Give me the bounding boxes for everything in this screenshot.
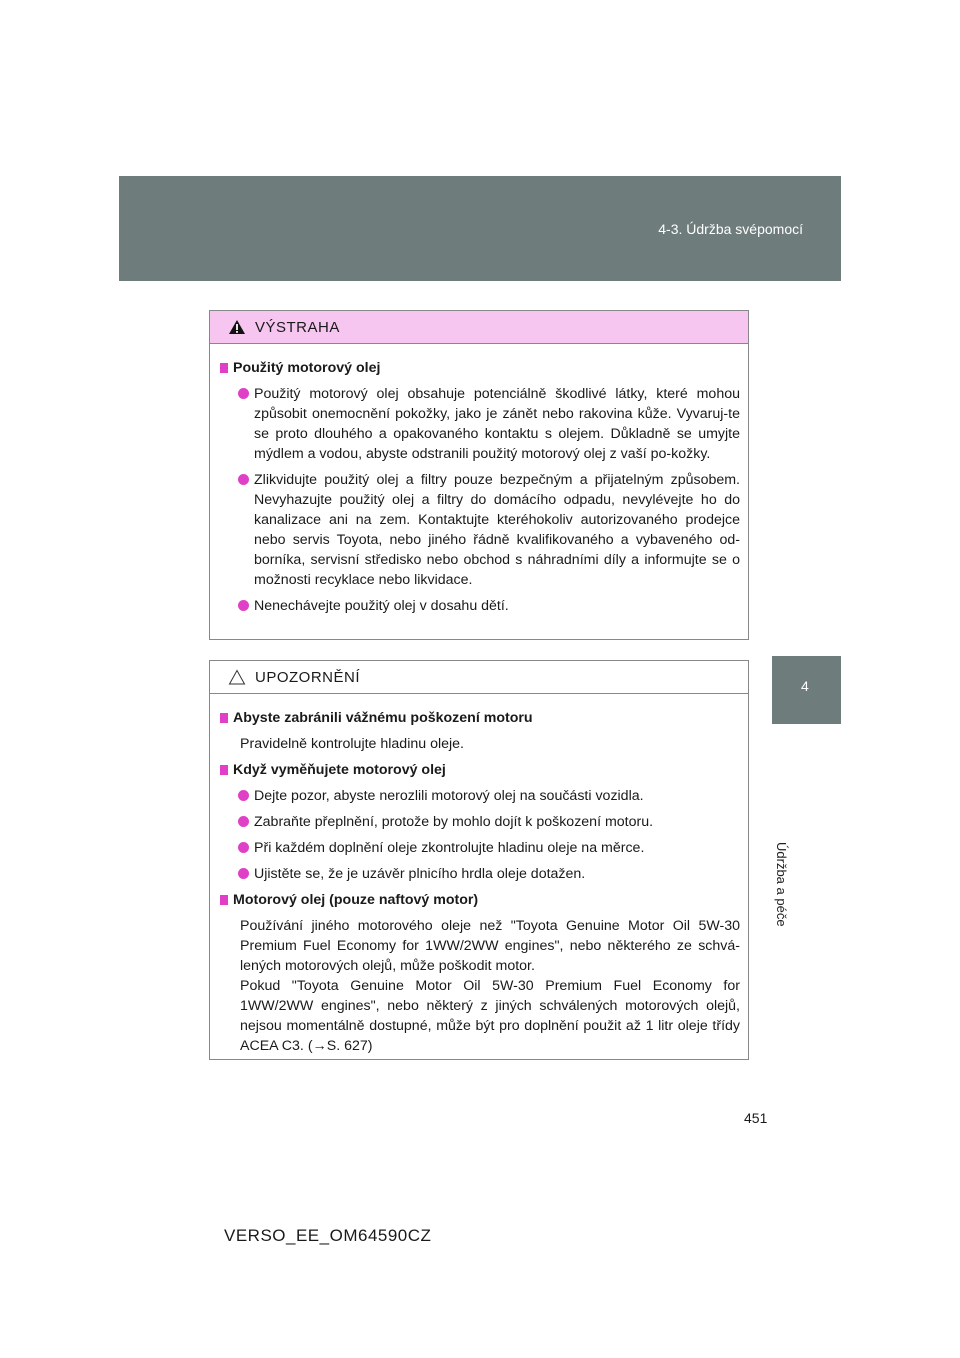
square-bullet-icon <box>220 765 228 775</box>
caution-text-3b: Pokud "Toyota Genuine Motor Oil 5W-30 Premium Fuel Economy for 1WW/2WW engines", nebo některý z jiných schválených motorových olejů, nejsou momentálně dostupné, může být pro doplnění použit až 1 litr oleje třídy ACEA C3. (→S. 627) <box>240 978 740 1054</box>
list-item: Zabraňte přeplnění, protože by mohlo dojít k poškození motoru. <box>238 812 740 832</box>
caution-heading-1: Abyste zabránili vážnému poškození motoru <box>220 708 740 728</box>
caution-box <box>209 660 749 1060</box>
caution-heading-3: Motorový olej (pouze naftový motor) <box>220 890 740 910</box>
caution-heading-2: Když vyměňujete motorový olej <box>220 760 740 780</box>
section-title: 4-3. Údržba svépomocí <box>658 221 803 237</box>
warning-title: VÝSTRAHA <box>255 318 340 336</box>
circle-bullet-icon <box>238 816 249 827</box>
circle-bullet-icon <box>238 388 249 399</box>
header-band <box>119 176 841 281</box>
document-code: VERSO_EE_OM64590CZ <box>224 1226 432 1245</box>
caution-title: UPOZORNĚNÍ <box>255 668 361 686</box>
warning-box <box>209 310 749 640</box>
circle-bullet-icon <box>238 600 249 611</box>
square-bullet-icon <box>220 713 228 723</box>
caution-header <box>210 661 748 694</box>
list-item: Použitý motorový olej obsahuje potenciálně škodlivé látky, které mohou způsobit onemocnění pokožky, jako je zánět nebo rakovina kůže. Vyvaruj-te se proto dlouhého a opakovaného kontaktu s olejem. Důkladně se umyjte mýdlem a vodou, abyste odstranili použitý motorový olej z vaší po-kožky. <box>238 384 740 464</box>
list-item: Nenechávejte použitý olej v dosahu dětí. <box>238 596 740 616</box>
warning-header <box>210 311 748 344</box>
chapter-number: 4 <box>801 678 809 694</box>
circle-bullet-icon <box>238 474 249 485</box>
warning-icon <box>228 319 246 335</box>
caution-icon <box>228 669 246 685</box>
caution-text-3a: Používání jiného motorového oleje než "Toyota Genuine Motor Oil 5W-30 Premium Fuel Economy for 1WW/2WW engines", nebo některého ze schvá-lených motorových olejů, může poškodit motor. <box>240 918 740 974</box>
chapter-tab <box>772 656 841 724</box>
square-bullet-icon <box>220 895 228 905</box>
chapter-label: Údržba a péče <box>774 842 789 927</box>
circle-bullet-icon <box>238 790 249 801</box>
warning-heading: Použitý motorový olej <box>220 358 740 378</box>
caution-text-1: Pravidelně kontrolujte hladinu oleje. <box>240 736 464 752</box>
page-number: 451 <box>744 1110 768 1126</box>
circle-bullet-icon <box>238 868 249 879</box>
list-item: Ujistěte se, že je uzávěr plnicího hrdla oleje dotažen. <box>238 864 740 884</box>
list-item: Dejte pozor, abyste nerozlili motorový olej na součásti vozidla. <box>238 786 740 806</box>
list-item: Při každém doplnění oleje zkontrolujte hladinu oleje na měrce. <box>238 838 740 858</box>
square-bullet-icon <box>220 363 228 373</box>
list-item: Zlikvidujte použitý olej a filtry pouze bezpečným a přijatelným způsobem. Nevyhazujte použitý olej a filtry do domácího odpadu, nevylévejte ho do kanalizace ani na zem. Kontaktujte kteréhokoliv autorizovaného prodejce nebo servis Toyota, nebo jiného řádně kvalifikovaného a vybaveného od-borníka, servisní středisko nebo obchod s náhradními díly a informujte se o možnosti recyklace nebo likvidace. <box>238 470 740 590</box>
circle-bullet-icon <box>238 842 249 853</box>
chapter-label-wrap <box>766 742 826 927</box>
